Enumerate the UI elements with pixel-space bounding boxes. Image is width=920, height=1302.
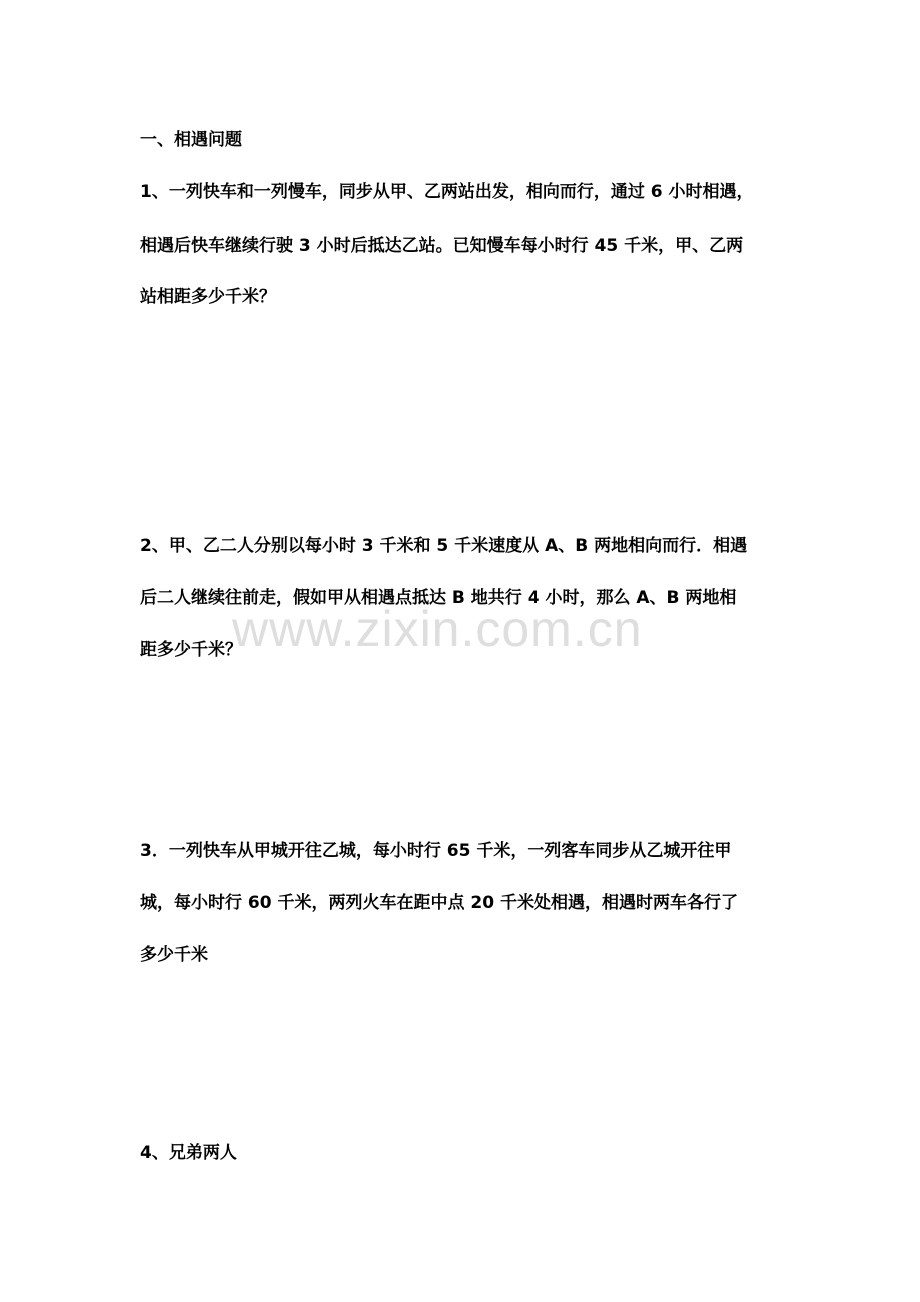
question-2-line-1: 2、甲、乙二人分别以每小时 3 千米和 5 千米速度从 A、B 两地相向而行．相遇 (140, 536, 748, 556)
question-1-line-1: 1、一列快车和一列慢车，同步从甲、乙两站出发，相向而行，通过 6 小时相遇， (140, 182, 754, 202)
question-3-line-3: 多少千米 (140, 945, 208, 965)
question-2-line-3: 距多少千米？ (140, 640, 242, 660)
question-3-line-2: 城，每小时行 60 千米，两列火车在距中点 20 千米处相遇，相遇时两车各行了 (140, 893, 738, 913)
question-1-line-3: 站相距多少千米？ (140, 287, 276, 307)
question-2-line-2: 后二人继续往前走，假如甲从相遇点抵达 B 地共行 4 小时，那么 A、B 两地相 (140, 588, 737, 608)
watermark: www.zixin.com.cn (232, 601, 643, 657)
section-heading: 一、相遇问题 (140, 130, 242, 150)
question-3-line-1: 3．一列快车从甲城开往乙城，每小时行 65 千米，一列客车同步从乙城开往甲 (140, 841, 732, 861)
question-1-line-2: 相遇后快车继续行驶 3 小时后抵达乙站。已知慢车每小时行 45 千米，甲、乙两 (140, 236, 744, 256)
question-4-line-1: 4、兄弟两人 (140, 1143, 237, 1163)
